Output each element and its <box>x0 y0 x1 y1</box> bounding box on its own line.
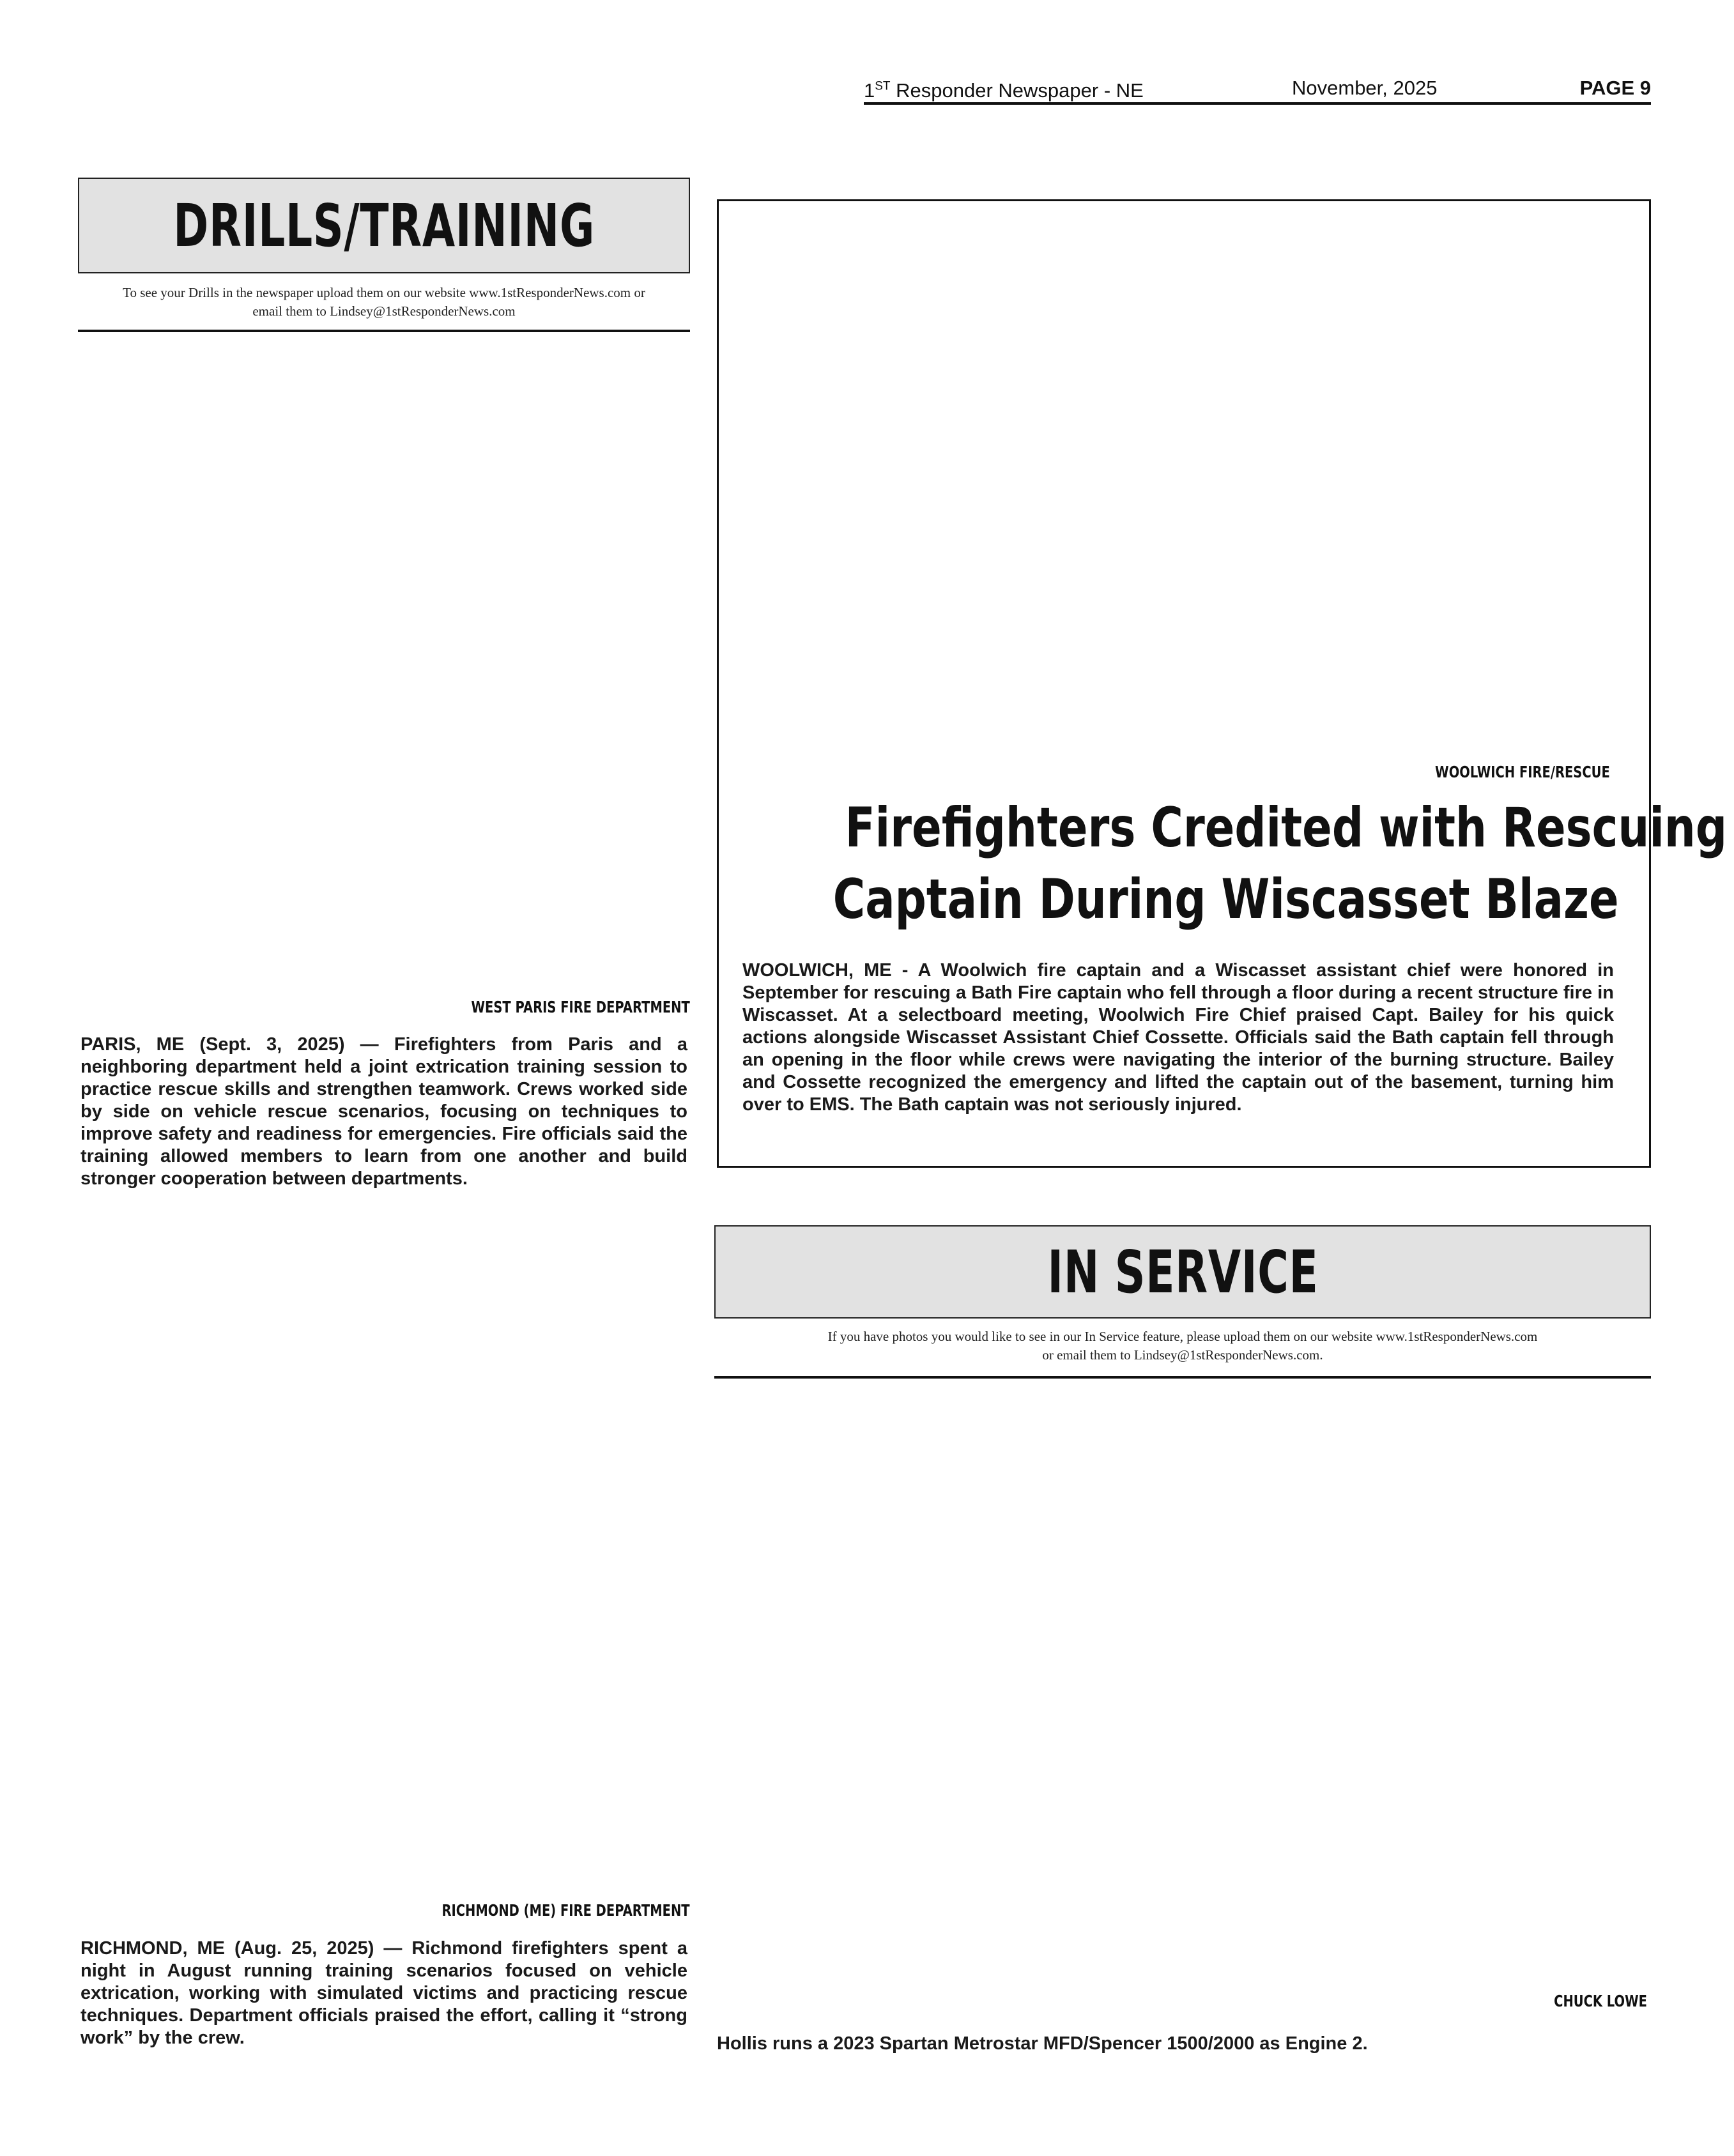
photo-credit-woolwich: WOOLWICH FIRE/RESCUE <box>1435 763 1610 781</box>
drills-note-line-1: To see your Drills in the newspaper upload them on our website www.1stResponderNews.com or <box>123 285 645 300</box>
photo-credit-west-paris: WEST PARIS FIRE DEPARTMENT <box>471 998 690 1016</box>
in-service-photo <box>714 1393 1651 1980</box>
drills-rule <box>78 330 690 332</box>
newspaper-name <box>864 79 1144 102</box>
in-service-note-line-2: or email them to Lindsey@1stResponderNews.com. <box>1042 1347 1323 1363</box>
header-rule <box>864 102 1651 105</box>
drill-story-richmond: RICHMOND, ME (Aug. 25, 2025) — Richmond firefighters spent a night in August running training scenarios focused on vehicle extrication, working with simulated victims and practicing rescue techniques. Department officials praised the effort, calling it “strong work” by the crew. <box>81 1938 687 2048</box>
feature-headline-line-2: Captain During Wiscasset Blaze <box>832 868 1619 931</box>
drills-banner-title: DRILLS/TRAINING <box>173 191 595 260</box>
in-service-rule <box>714 1376 1651 1379</box>
newspaper-name-superscript: ST <box>875 79 891 93</box>
photo-credit-richmond: RICHMOND (ME) FIRE DEPARTMENT <box>441 1901 690 1920</box>
photo-credit-chuck-lowe: CHUCK LOWE <box>1554 1992 1647 2010</box>
in-service-caption: Hollis runs a 2023 Spartan Metrostar MFD/Spencer 1500/2000 as Engine 2. <box>717 2033 1368 2054</box>
issue-date: November, 2025 <box>1292 77 1438 99</box>
feature-headline <box>735 792 1728 935</box>
drills-note-line-2: email them to Lindsey@1stResponderNews.com <box>252 303 516 319</box>
in-service-note-line-1: If you have photos you would like to see in our In Service feature, please upload them on our website www.1stResponderNews.com <box>827 1329 1538 1344</box>
drill-photo-west-paris <box>78 345 690 984</box>
in-service-submission-note <box>714 1327 1651 1365</box>
page-number: PAGE 9 <box>1579 77 1651 99</box>
feature-story-body: WOOLWICH, ME - A Woolwich fire captain and a Wiscasset assistant chief were honored in September for rescuing a Bath Fire captain who fell through a floor during a recent structure fire in Wiscasset. At a selectboard meeting, Woolwich Fire Chief praised Capt. Bailey for his quick actions alongside Wiscasset Assistant Chief Cossette. Officials said the Bath captain fell through an opening in the floor while crews were navigating the interior of the burning structure. Bailey and Cossette recognized the emergency and lifted the captain out of the basement, turning him over to EMS. The Bath captain was not seriously injured. <box>742 960 1614 1115</box>
newspaper-name-prefix: 1 <box>864 79 875 102</box>
in-service-banner-title: IN SERVICE <box>1047 1237 1319 1306</box>
newspaper-name-rest: Responder Newspaper - NE <box>890 79 1144 102</box>
drills-submission-note <box>78 284 690 321</box>
drills-banner <box>78 178 690 273</box>
drill-story-west-paris: PARIS, ME (Sept. 3, 2025) — Firefighters from Paris and a neighboring department held a joint extrication training session to practice rescue skills and strengthen teamwork. Crews worked side by side on vehicle rescue scenarios, focusing on techniques to improve safety and readiness for emergencies. Fire officials said the training allowed members to learn from one another and build stronger cooperation between departments. <box>81 1034 687 1189</box>
in-service-banner <box>714 1225 1651 1319</box>
drill-photo-richmond <box>78 1214 690 1885</box>
feature-headline-line-1: Firefighters Credited with Rescuing <box>845 796 1728 860</box>
feature-photo <box>741 217 1627 754</box>
